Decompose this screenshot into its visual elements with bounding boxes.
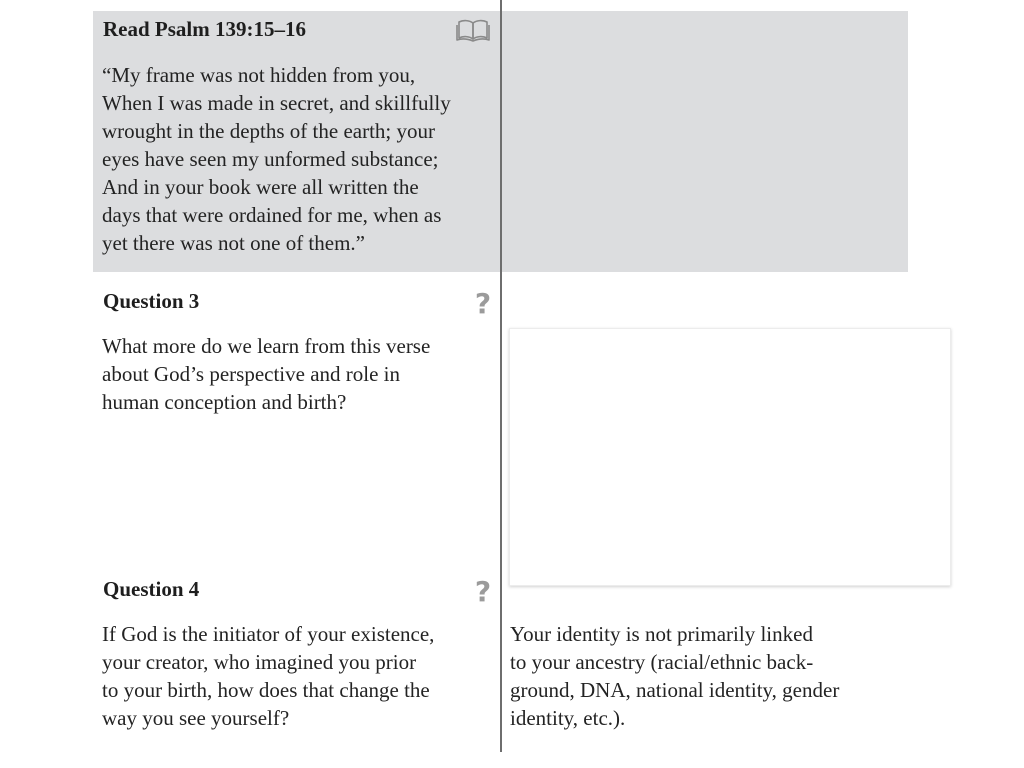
passage-line: days that were ordained for me, when as [102, 203, 442, 227]
passage-line: eyes have seen my unformed substance; [102, 147, 439, 171]
passage-line: wrought in the depths of the earth; your [102, 119, 436, 143]
question-3-title: Question 3 [103, 289, 200, 313]
question-line: If God is the initiator of your existence, [102, 622, 435, 646]
question-mark-icon: ? [474, 575, 492, 608]
column-divider [500, 0, 502, 752]
question-line: about God’s perspective and role in [102, 362, 400, 386]
question-line: What more do we learn from this verse [102, 334, 431, 358]
passage-line: “My frame was not hidden from you, [102, 63, 416, 87]
reading-title: Read Psalm 139:15–16 [103, 17, 306, 41]
question-3-text [102, 332, 430, 416]
question-4-title: Question 4 [103, 577, 200, 601]
passage-line: yet there was not one of them.” [102, 231, 365, 255]
note-line: identity, etc.). [510, 706, 626, 730]
passage-line: And in your book were all written the [102, 175, 419, 199]
question-line: your creator, who imagined you prior [102, 650, 417, 674]
question-line: human conception and birth? [102, 390, 347, 414]
question-line: way you see yourself? [102, 706, 290, 730]
question-3-answer-box[interactable] [509, 328, 951, 586]
question-line: to your birth, how does that change the [102, 678, 430, 702]
note-line: Your identity is not primarily linked [510, 622, 813, 646]
question-4-note [510, 620, 839, 732]
psalm-passage [102, 61, 451, 257]
book-icon [456, 18, 490, 42]
passage-line: When I was made in secret, and skillfully [102, 91, 451, 115]
note-line: to your ancestry (racial/ethnic back- [510, 650, 814, 674]
question-4-text [102, 620, 434, 732]
note-line: ground, DNA, national identity, gender [510, 678, 840, 702]
question-mark-icon: ? [474, 287, 492, 320]
